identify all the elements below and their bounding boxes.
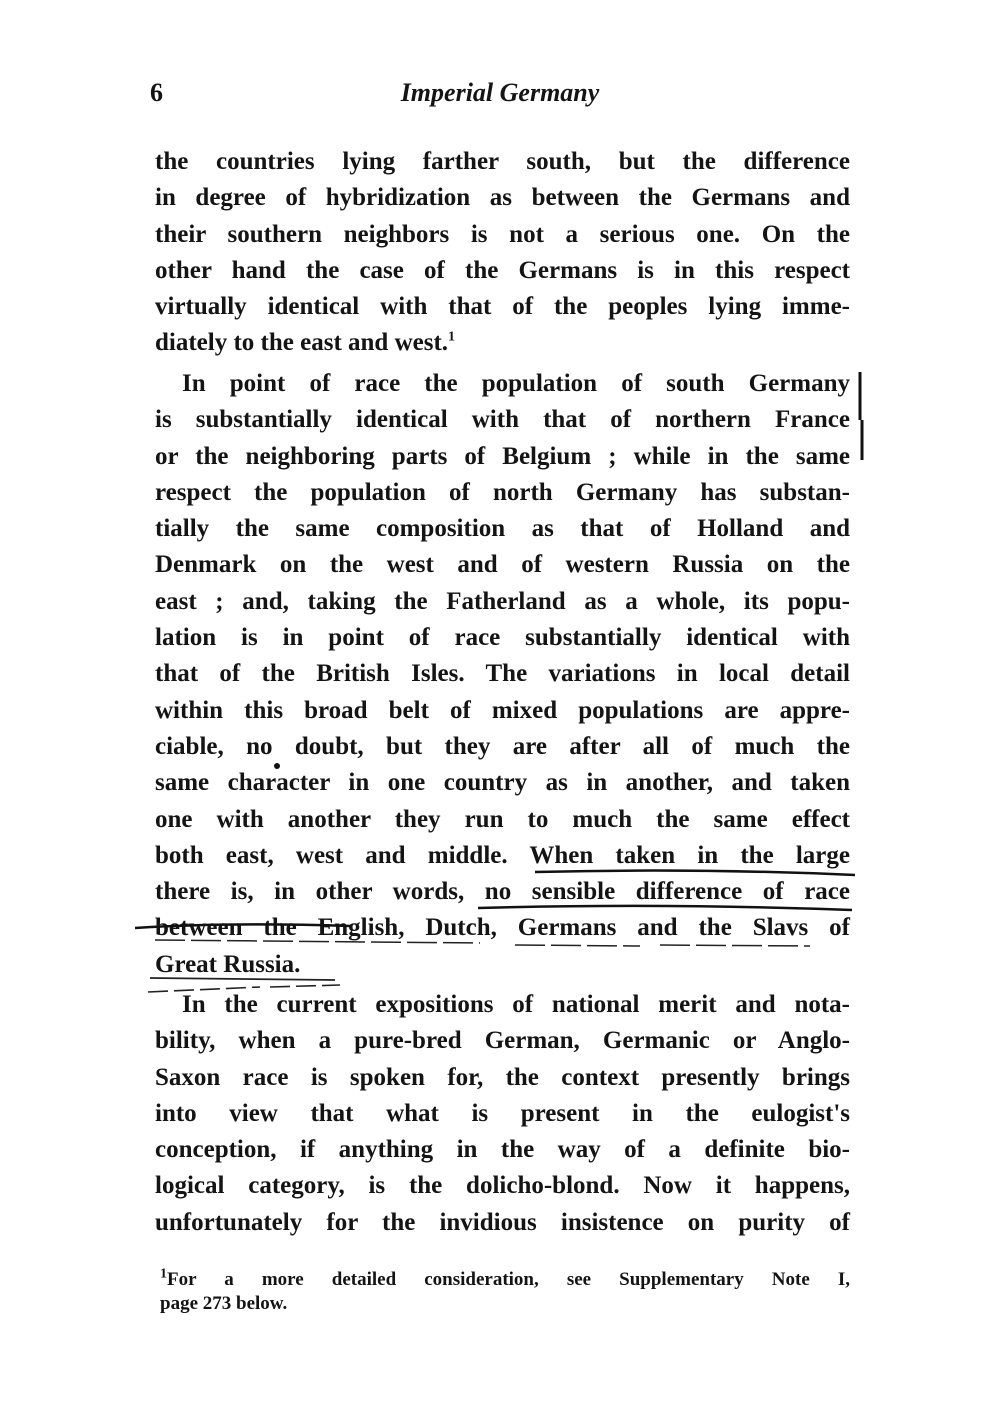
paragraph-2 [155,366,850,983]
text-line: lation is in point of race substantially identical with [155,624,850,652]
text-line: conception, if anything in the way of a definite bio- [155,1136,850,1164]
text-line: one with another they run to much the same effect [155,805,850,833]
text-line: the countries lying farther south, but the difference [155,148,850,175]
paragraph-3 [155,987,850,1241]
text-line: Denmark on the west and of western Russia on the [155,551,850,579]
footnote [160,1268,850,1316]
paragraph-1 [155,144,850,362]
text-line: within this broad belt of mixed populations are appre- [155,696,850,724]
footnote-line: page 273 below. [160,1293,288,1314]
footnote-ref: 1 [448,330,456,346]
text-line: diately to the east and west.$^1$ [155,329,456,357]
text-line: respect the population of north Germany has substan- [155,478,850,506]
text-line: Saxon race is spoken for, the context presently brings [155,1063,850,1091]
text-line: is substantially identical with that of northern France [155,406,850,434]
running-title: Imperial Germany [400,78,600,107]
text-line: there is, in other words, no sensible difference of race [155,878,850,906]
text-line: logical category, is the dolicho-blond. Now it happens, [155,1172,850,1200]
margin-bar [860,372,862,460]
text-line: tially the same composition as that of Holland and [155,515,850,543]
text-line: virtually identical with that of the peoples lying imme- [155,293,850,321]
text-line: In point of race the population of south Germany [182,370,850,397]
text-line: same character in one country as in another, and taken [155,769,850,797]
text-line: ciable, no doubt, but they are after all of much the [155,732,850,760]
text-line: their southern neighbors is not a serious one. On the [155,220,850,248]
text-line: other hand the case of the Germans is in this respect [155,256,850,284]
footnote-line: $^1$For a more detailed consideration, see Supplementary Note I, [160,1266,850,1290]
text-line: In the current expositions of national merit and nota- [182,991,850,1018]
text-line: that of the British Isles. The variations in local detail [155,660,850,688]
text-line: Great Russia. [155,950,301,978]
text-line: both east, west and middle. When taken in the large [155,841,850,869]
page-number: 6 [150,78,163,107]
text-line: in degree of hybridization as between the Germans and [155,184,850,212]
text-line: east ; and, taking the Fatherland as a whole, its popu- [155,587,850,615]
text-line: unfortunately for the invidious insistence on purity of [155,1208,850,1236]
text-line: bility, when a pure-bred German, Germanic or Anglo- [155,1027,850,1055]
text-line: or the neighboring parts of Belgium ; while in the same [155,442,850,470]
text-line: into view that what is present in the eulogist's [155,1099,850,1127]
text-line: between the English, Dutch, Germans and the Slavs of [155,914,850,942]
